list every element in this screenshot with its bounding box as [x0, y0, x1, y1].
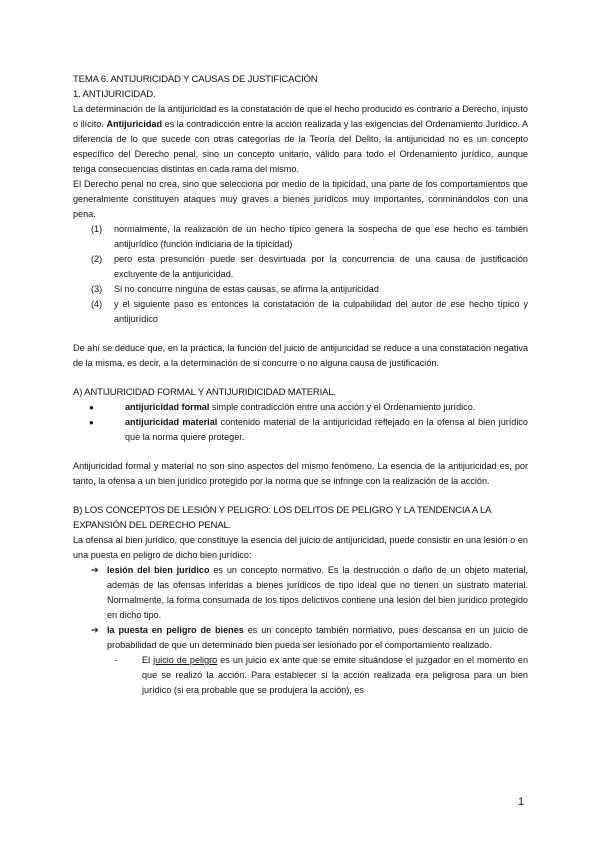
list-number: (2): [91, 254, 103, 264]
sub-item-text: El: [142, 655, 151, 665]
bold-term: Antijuricidad: [106, 119, 163, 129]
bold-term: lesión del bien jurídico: [107, 565, 210, 575]
list-number: (3): [91, 284, 103, 294]
section-heading-1: 1. ANTIJURICIDAD.: [73, 89, 156, 100]
list-item-text: es un concepto también normativo, pues descansa en un juicio de probabilidad de que un determinado bien pueda ser lesionado por el comportamiento realizado.: [107, 625, 529, 650]
list-item: [91, 282, 528, 297]
list-item-text: simple contradicción entre una acción y el Ordenamiento jurídico.: [211, 402, 476, 412]
underlined-term: juicio de peligro: [153, 655, 218, 665]
bold-term: la puesta en peligro de bienes: [107, 625, 244, 635]
list-item-text: y el siguiente paso es entonces la constatación de la culpabilidad del autor de ese hecho típico y antijurídico: [114, 299, 528, 324]
page-title: TEMA 6. ANTIJURICIDAD Y CAUSAS DE JUSTIFICACIÓN: [73, 74, 318, 85]
list-item: [91, 563, 528, 623]
list-item-text: Si no concurre ninguna de estas causas, se afirma la antijuricidad: [114, 284, 379, 294]
list-item: [91, 297, 528, 327]
list-item: [91, 623, 528, 653]
numbered-list: [73, 222, 528, 327]
spacer: [73, 327, 528, 341]
spacer: [73, 371, 528, 385]
dash-bullet-icon: -: [115, 655, 119, 665]
paragraph-ofensa: La ofensa al bien jurídico, que constituye la esencia del juicio de antijuricidad, puede consistir en una lesión o en una puesta en peligro de dicho bien jurídico:: [73, 535, 528, 560]
list-item: [89, 400, 528, 415]
arrow-right-icon: ➔: [91, 565, 99, 575]
list-item: [91, 222, 528, 252]
document-body: [73, 72, 528, 698]
paragraph-conclusion: De ahí se deduce que, en la práctica, la función del juicio de antijuricidad se reduce a una constatación negativa de la misma, es decir, a la determinación de si concurre o no alguna causa de justificación.: [73, 343, 528, 368]
paragraph-tipicidad: El Derecho penal no crea, sino que selecciona por medio de la tipicidad, una parte de los comportamientos que generalmente constituyen ataques muy graves a bienes jurídicos muy importantes, conminándolos con una pena.: [73, 179, 528, 219]
paragraph-definition: [73, 102, 528, 177]
list-item: [89, 415, 528, 445]
page-number: 1: [518, 796, 525, 808]
spacer: [73, 445, 528, 459]
section-heading-b: B) LOS CONCEPTOS DE LESIÓN Y PELIGRO: LOS DELITOS DE PELIGRO Y LA TENDENCIA A LA EXPANSIÓN DEL DERECHO PENAL.: [73, 505, 491, 531]
sub-list-item: [107, 653, 528, 698]
spacer: [73, 489, 528, 503]
list-item-text: contenido material de la antijuricidad reflejado en la ofensa al bien jurídico que la norma quiere proteger.: [125, 417, 528, 442]
paragraph-text: es la contradicción entre la acción realizada y las exigencias del Ordenamiento Jurídico. A diferencia de lo que sucede con otras categorías de la Teoría del Delito, la antijuricidad no es un concepto específico del Derecho penal, sino un concepto unitario, válido para todo el Ordenamiento jurídico, aunque tenga consecuencias distintas en cada rama del mismo.: [73, 119, 529, 174]
list-number: (4): [91, 299, 103, 309]
sub-item-text: es un juicio ex ante que se emite situándose el juzgador en el momento en que se realizó la acción. Para establecer si la acción realizada era peligrosa para un bien jurídico (si era probable que se produjera la acción), es: [142, 655, 529, 695]
list-item-text: es un concepto normativo. Es la destrucción o daño de un objeto material, además de las ofensas inferidas a bienes jurídicos de tipo ideal que no tienen un sustrato material. Normalmente, la forma consumada de los tipos delictivos contiene una lesión del bien jurídico protegido en dicho tipo.: [107, 565, 529, 620]
paragraph-text: La determinación de la antijuricidad es la constatación de que el hecho producido es contrario a Derecho, injusto o ilícito.: [73, 104, 528, 129]
list-item-text: pero esta presunción puede ser desvirtuada por la concurrencia de una causa de justificación excluyente de la antijuricidad.: [114, 254, 528, 279]
bold-term: antijuricidad material: [125, 417, 218, 427]
arrow-list: [73, 563, 528, 653]
list-item: [91, 252, 528, 282]
arrow-right-icon: ➔: [91, 625, 99, 635]
bullet-icon: ●: [89, 418, 94, 427]
paragraph-formal-material: Antijuricidad formal y material no son sino aspectos del mismo fenómeno. La esencia de la antijuricidad es, por tanto, la ofensa a un bien jurídico protegido por la norma que se infringe con la realización de la acción.: [73, 461, 528, 486]
list-number: (1): [91, 224, 103, 234]
bullet-list: [73, 400, 528, 445]
section-heading-a: A) ANTIJURICIDAD FORMAL Y ANTIJURIDICIDAD MATERIAL.: [73, 387, 336, 398]
list-item-text: normalmente, la realización de un hecho típico genera la sospecha de que ese hecho es también antijurídico (función indiciaria de la tipicidad): [114, 224, 528, 249]
bullet-icon: ●: [89, 403, 94, 412]
bold-term: antijuricidad formal: [125, 402, 210, 412]
